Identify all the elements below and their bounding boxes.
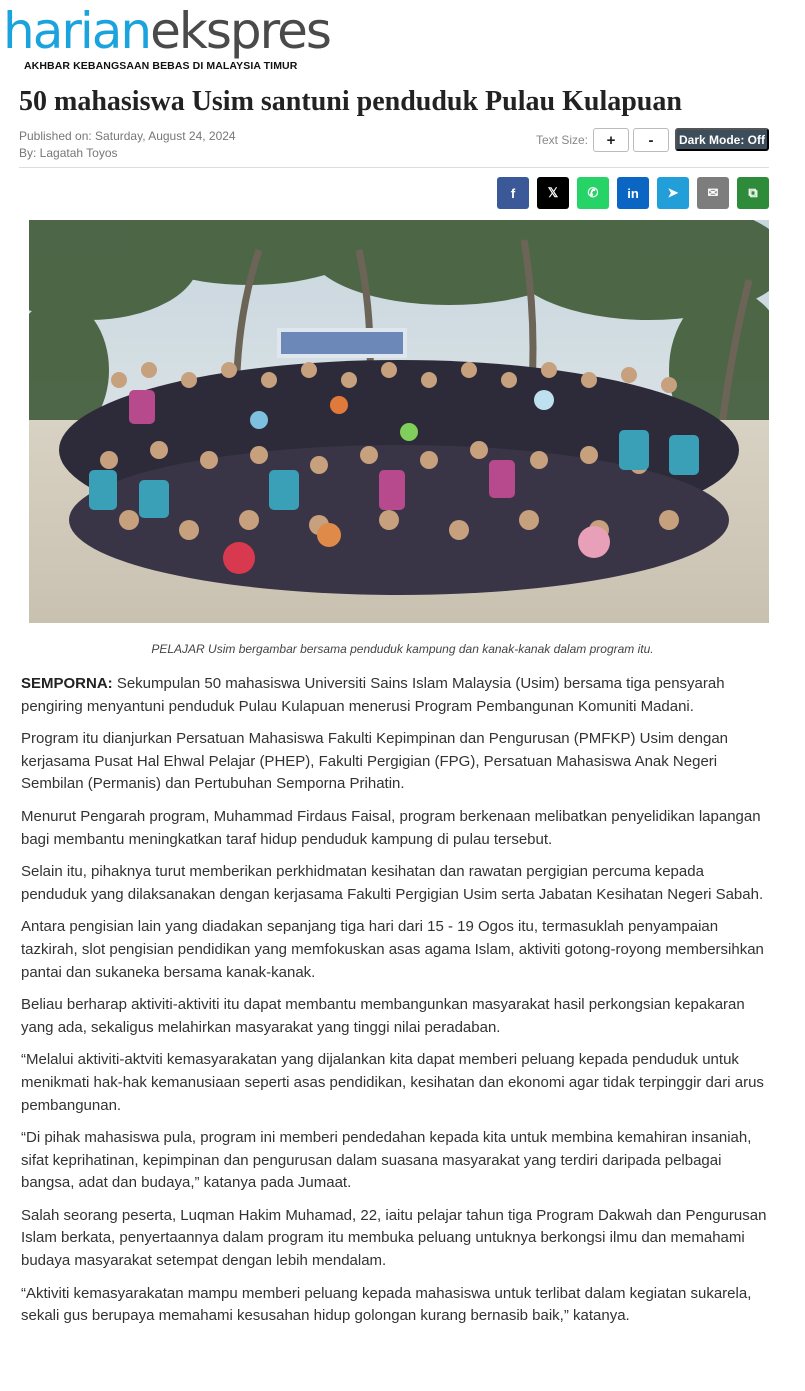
- copy-link-icon[interactable]: ⧉: [737, 177, 769, 209]
- linkedin-icon[interactable]: in: [617, 177, 649, 209]
- email-icon[interactable]: ✉: [697, 177, 729, 209]
- article-paragraph: Antara pengisian lain yang diadakan sepanjang tiga hari dari 15 - 19 Ogos itu, termasuklah penyampaian tazkirah, slot pengisian pendidikan yang memfokuskan asas agama Islam, aktiviti gotong-royong membersihkan pantai dan sukaneka bersama kanak-kanak.: [21, 918, 764, 981]
- article-paragraph: Program itu dianjurkan Persatuan Mahasiswa Fakulti Kepimpinan dan Pengurusan (PMFKP) Usim dengan kerjasama Pusat Hal Ehwal Pelajar (PHEP), Fakulti Pergigian (FPG), Persatuan Mahasiswa Anak Negeri Sembilan (Permanis) dan Pertubuhan Semporna Prihatin.: [21, 730, 729, 793]
- article-photo: [29, 220, 769, 623]
- share-bar: [497, 177, 769, 209]
- logo-text-harian: harian: [3, 2, 151, 60]
- article-paragraph: SEMPORNA: Sekumpulan 50 mahasiswa Universiti Sains Islam Malaysia (Usim) bersama tiga pensyarah pengiring menyantuni penduduk Pulau Kulapuan menerusi Program Pembangunan Komuniti Madani.: [21, 675, 725, 715]
- photo-caption: PELAJAR Usim bergambar bersama penduduk kampung dan kanak-kanak dalam program itu.: [151, 642, 654, 656]
- whatsapp-icon[interactable]: ✆: [577, 177, 609, 209]
- article-body: [21, 673, 771, 1338]
- header-divider: [19, 167, 769, 168]
- article-paragraph: “Melalui aktiviti-aktviti kemasyarakatan yang dijalankan kita dapat memberi peluang kepada penduduk untuk menikmati hak-hak kemanusiaan seperti asas pendidikan, kesihatan dan ekonomi agar tidak terpinggir dari arus pembangunan.: [21, 1051, 764, 1114]
- text-size-controls: [536, 128, 669, 152]
- article-paragraph: “Di pihak mahasiswa pula, program ini memberi pendedahan kepada kita untuk membina kemahiran insaniah, sifat keprihatinan, kepimpinan dan pengurusan dalam suasana masyarakat yang terdiri daripada pelbagai bangsa, adat dan budaya,” katanya pada Jumaat.: [21, 1129, 752, 1192]
- increase-text-size-button[interactable]: +: [593, 128, 629, 152]
- byline: By: Lagatah Toyos: [19, 146, 118, 160]
- x-twitter-icon[interactable]: 𝕏: [537, 177, 569, 209]
- article-paragraph: Beliau berharap aktiviti-aktiviti itu dapat membantu membangunkan masyarakat hasil perkongsian kepakaran yang ada, sekaligus melahirkan masyarakat yang tinggi nilai peradaban.: [21, 996, 745, 1036]
- decrease-text-size-button[interactable]: -: [633, 128, 669, 152]
- logo-text-ekspres: ekspres: [150, 2, 330, 60]
- dark-mode-toggle[interactable]: Dark Mode: Off: [675, 128, 769, 151]
- published-date: Published on: Saturday, August 24, 2024: [19, 129, 236, 143]
- site-tagline: AKHBAR KEBANGSAAN BEBAS DI MALAYSIA TIMUR: [24, 60, 298, 72]
- article-meta: [19, 128, 236, 162]
- dateline: SEMPORNA:: [21, 675, 113, 692]
- article-paragraph: Selain itu, pihaknya turut memberikan perkhidmatan kesihatan dan rawatan pergigian percuma kepada penduduk yang dilaksanakan dengan kerjasama Fakulti Pergigian Usim serta Jabatan Kesihatan Negeri Sabah.: [21, 863, 764, 903]
- article-paragraph: Salah seorang peserta, Luqman Hakim Muhamad, 22, iaitu pelajar tahun tiga Program Dakwah dan Pengurusan Islam berkata, penyertaannya dalam program itu membuka peluang untuknya berkongsi ilmu dan memahami budaya masyarakat setempat dengan lebih mendalam.: [21, 1206, 767, 1270]
- facebook-icon[interactable]: f: [497, 177, 529, 209]
- text-size-label: Text Size:: [536, 133, 589, 147]
- article-title: 50 mahasiswa Usim santuni penduduk Pulau Kulapuan: [19, 86, 682, 117]
- telegram-icon[interactable]: ➤: [657, 177, 689, 209]
- article-paragraph: “Aktiviti kemasyarakatan mampu memberi peluang kepada mahasiswa untuk terlibat dalam kegiatan sukarela, sekali gus berupaya memahami kesusahan hidup golongan kurang bernasib baik,” katanya.: [21, 1284, 752, 1325]
- article-paragraph: Menurut Pengarah program, Muhammad Firdaus Faisal, program berkenaan melibatkan penyelidikan lapangan bagi membantu meningkatkan taraf hidup penduduk kampung di pulau tersebut.: [21, 807, 761, 848]
